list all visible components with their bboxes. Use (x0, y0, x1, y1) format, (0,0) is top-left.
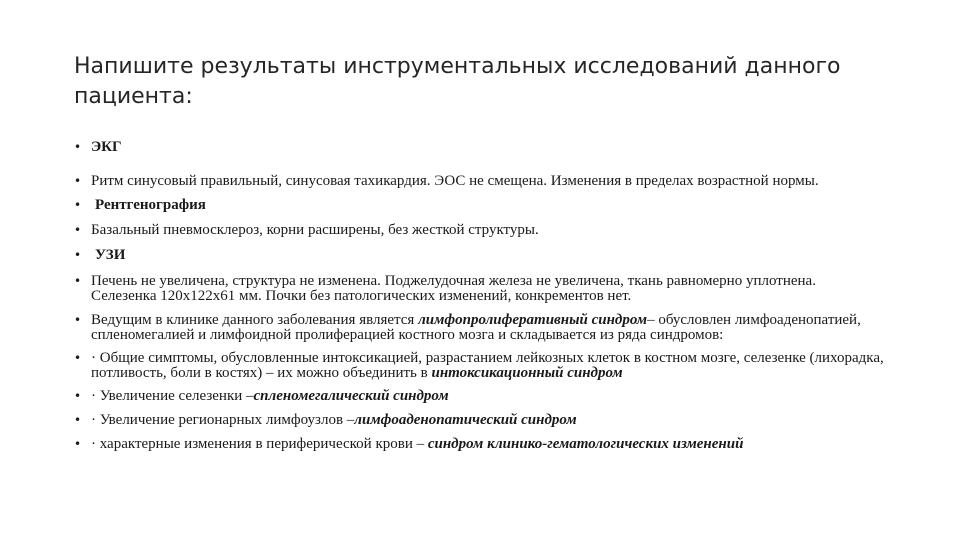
list-item-ecg-heading (74, 140, 884, 155)
list-item-lymph-nodes (74, 413, 884, 428)
ecg-text: Ритм синусовый правильный, синусовая тахикардия. ЭОС не смещена. Изменения в пределах возрастной нормы. (91, 173, 819, 189)
leading-post: – обусловлен лимфоаденопатией, спленомегалией и лимфоидной пролиферацией костного мозга и складывается из ряда синдромов: (91, 312, 861, 343)
list-item-ecg-text (74, 174, 884, 189)
bullet-icon: • (74, 413, 82, 427)
list-item-xray-heading (74, 198, 884, 213)
bullet-icon: • (74, 174, 82, 188)
bullet-icon: • (74, 248, 82, 262)
nodes-pre: · Увеличение регионарных лимфоузлов – (91, 412, 355, 428)
blood-em: синдром клинико-гематологических изменений (427, 436, 744, 452)
bullet-icon: • (74, 437, 82, 451)
leading-pre: Ведущим в клинике данного заболевания является (91, 312, 419, 328)
list-item-general-symptoms (74, 351, 884, 381)
list-item-us-text (74, 274, 884, 304)
spleen-pre: · Увеличение селезенки – (91, 388, 254, 404)
bullet-icon: • (74, 274, 82, 288)
list-item-leading-syndrome (74, 313, 884, 343)
spleen-em: спленомегалический синдром (253, 388, 449, 404)
bullet-icon: • (74, 389, 82, 403)
bullet-icon: • (74, 223, 82, 237)
bullet-list (74, 140, 884, 452)
list-item-xray-text (74, 223, 884, 238)
list-item-spleen (74, 389, 884, 404)
slide-title: Напишите результаты инструментальных исследований данного пациента: (74, 54, 841, 109)
ecg-heading: ЭКГ (91, 139, 122, 155)
bullet-icon: • (74, 351, 82, 365)
general-pre: · Общие симптомы, обусловленные интоксикацией, разрастанием лейкозных клеток в костном мозге, селезенке (лихорадка, потливость, боли в костях) – их можно объединить в (91, 350, 884, 381)
xray-text: Базальный пневмосклероз, корни расширены, без жесткой структуры. (91, 222, 539, 238)
bullet-icon: • (74, 313, 82, 327)
us-heading: УЗИ (95, 247, 126, 263)
list-item-us-heading (74, 248, 884, 263)
us-text: Печень не увеличена, структура не изменена. Поджелудочная железа не увеличена, ткань равномерно уплотнена. Селезенка 120х122х61 мм. Почки без патологических изменений, конкрементов нет. (91, 273, 816, 304)
blood-pre: · характерные изменения в периферической крови – (91, 436, 428, 452)
general-em: интоксикационный синдром (431, 365, 623, 381)
bullet-icon: • (74, 140, 82, 154)
list-item-blood-changes (74, 437, 884, 452)
bullet-icon: • (74, 198, 82, 212)
xray-heading: Рентгенография (95, 197, 206, 213)
nodes-em: лимфоаденопатический синдром (354, 412, 577, 428)
leading-em: лимфопролиферативный синдром (418, 312, 648, 328)
